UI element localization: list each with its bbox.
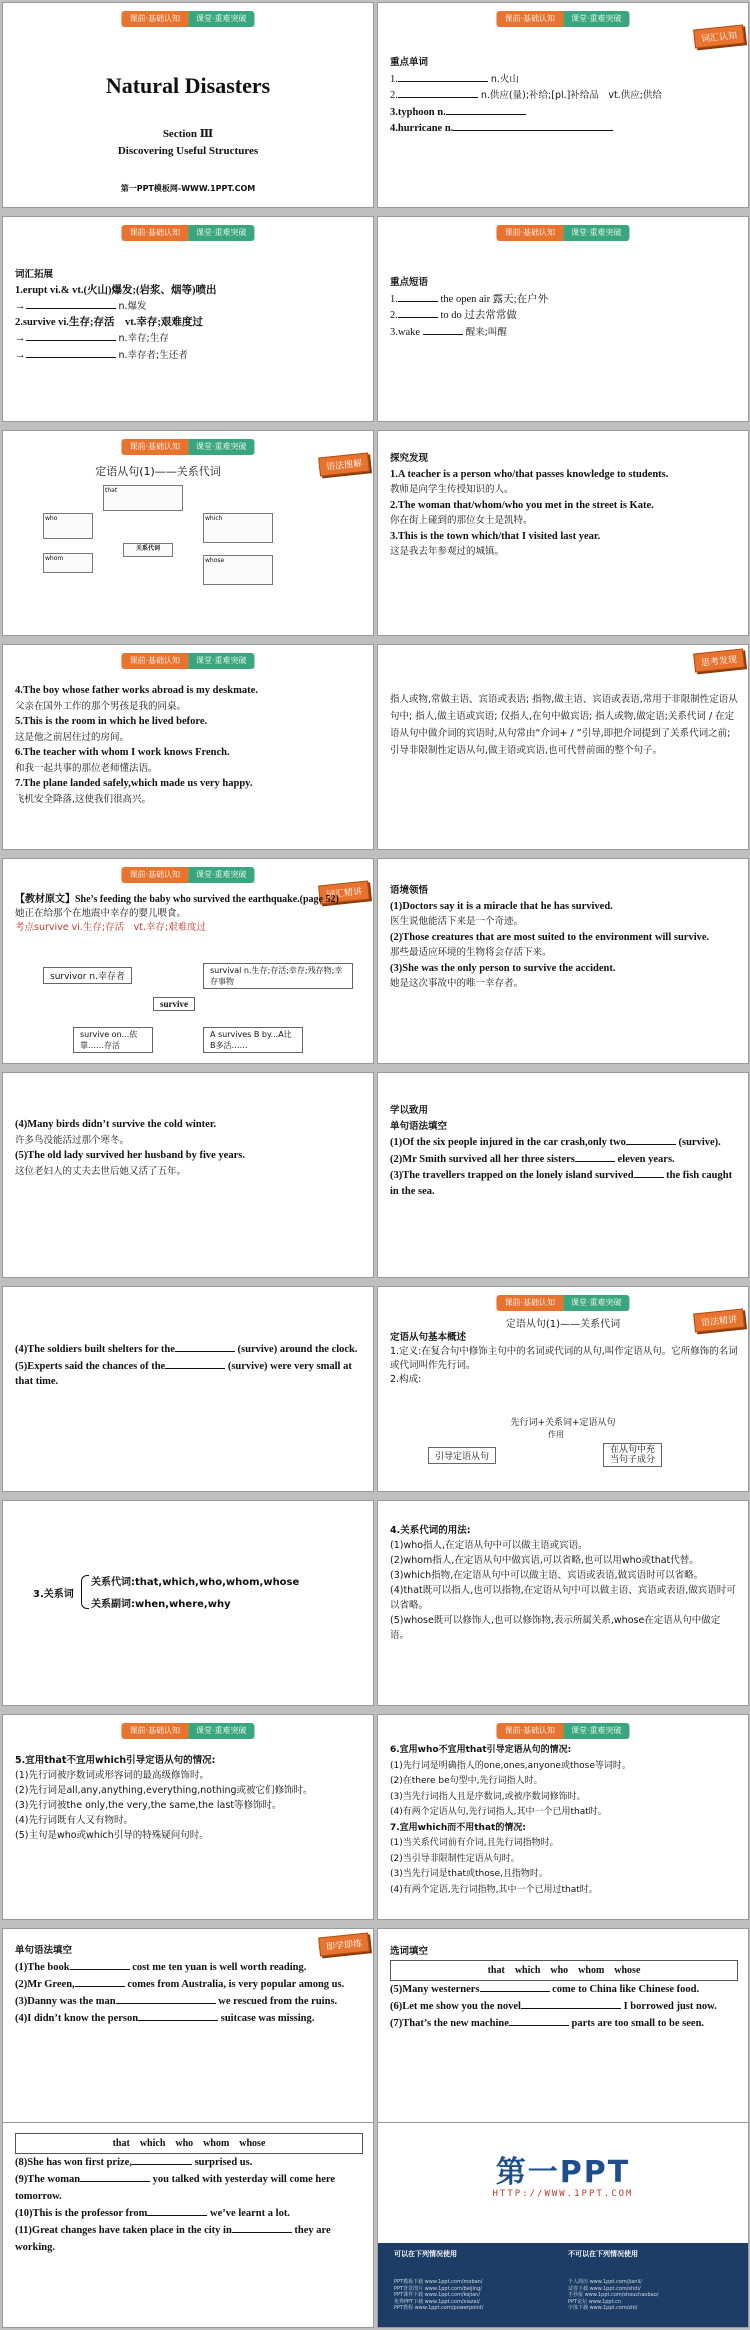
nav-bar — [121, 1723, 254, 1739]
slide-key-words — [377, 2, 749, 208]
nav-in-class[interactable]: 课堂·重难突破 — [563, 1723, 630, 1739]
role-label: 作用 — [548, 1430, 564, 1439]
nav-bar — [121, 11, 254, 27]
answer-blank[interactable] — [626, 1134, 676, 1145]
question: (4)I didn’t know the person suitcase was missing. — [15, 2010, 363, 2027]
slide-title — [2, 2, 374, 208]
line: → n.幸存;生存 — [15, 330, 363, 347]
word-bank: that which who whom whose — [15, 2133, 363, 2154]
heading: 定语从句基本概述 — [390, 1332, 467, 1343]
slide-who-which-rules — [377, 1714, 749, 1920]
heading: 语境领悟 — [390, 885, 429, 896]
promo-links — [378, 2243, 748, 2328]
node-whom: whom — [43, 553, 93, 573]
answer-blank[interactable] — [75, 1976, 125, 1987]
heading: 单句语法填空 — [15, 1945, 73, 1956]
slide-survive — [2, 858, 374, 1064]
heading: 探究发现 — [390, 453, 429, 464]
example-cn: 飞机安全降落,这使我们很高兴。 — [15, 793, 152, 805]
nav-in-class[interactable]: 课堂·重难突破 — [563, 225, 630, 241]
nav-in-class[interactable]: 课堂·重难突破 — [563, 11, 630, 27]
nav-in-class[interactable]: 课堂·重难突破 — [188, 653, 255, 669]
section-subtitle: Discovering Useful Structures — [117, 145, 259, 157]
section-badge: 即学即练 — [318, 1932, 370, 1956]
rule: (2)当引导非限制性定语从句时。 — [390, 1853, 520, 1864]
heading: 词汇拓展 — [15, 269, 54, 280]
section-badge: 词汇精讲 — [318, 880, 370, 904]
answer-blank[interactable] — [138, 2010, 218, 2021]
rule: (4)先行词既有人又有物时。 — [15, 1815, 133, 1826]
slide-practice-2 — [2, 1286, 374, 1492]
rule: (3)当先行词指人且是序数词,或被序数词修饰时。 — [390, 1791, 586, 1802]
slide-examples — [2, 644, 374, 850]
word-bank: that which who whom whose — [390, 1960, 738, 1981]
source-text: 【教材原文】She’s feeding the baby who survived the earthquake.(page 52) — [15, 894, 339, 905]
answer-blank[interactable] — [165, 1358, 225, 1369]
relative-pronouns: 关系代词:that,which,who,whom,whose — [91, 1577, 300, 1588]
formula: 先行词+关系词+定语从句 — [510, 1418, 616, 1428]
box-component: 在从句中充 当句子成分 — [603, 1443, 662, 1467]
line: 1. the open air 露天;在户外 — [390, 291, 738, 308]
slide-promo — [377, 2122, 749, 2328]
answer-blank[interactable] — [175, 1341, 235, 1352]
example-en: (3)She was the only person to survive the accident. — [390, 962, 616, 974]
example-en: 6.The teacher with whom I work knows French. — [15, 747, 230, 758]
line: 4.hurricane n. — [390, 120, 738, 137]
footer-brand: 第一PPT模板网-WWW.1PPT.COM — [120, 184, 256, 193]
subheading: 单句语法填空 — [390, 1120, 448, 1132]
example-cn: 和我一起共事的那位老师懂法语。 — [15, 762, 158, 774]
example-en: (4)Many birds didn’t survive the cold winter. — [15, 1119, 217, 1130]
heading: 5.宜用that不宜用which引导定语从句的情况: — [15, 1755, 216, 1766]
node-whose: whose — [203, 555, 273, 585]
nav-pre-class[interactable]: 课前·基础认知 — [121, 867, 188, 883]
slide-grammar-map — [2, 430, 374, 636]
box-introduce: 引导定语从句 — [428, 1447, 496, 1464]
question: (3)Danny was the man we rescued from the ruins. — [15, 1993, 363, 2010]
summary-text: 指人或物,常做主语、宾语或表语; 指物,做主语、宾语或表语,常用于非限制性定语从句中; 指人,做主语或宾语; 仅指人,在句中做宾语; 指人或物,做定语;关系代词 / 在定语从句中做介词的宾语时,从句常由“介词+ / ”引导,即把介词提到了关系代词之前; 引导非限制性定语从句,做主语或宾语,也可代替前面的整个句子。 — [390, 694, 738, 756]
rule: (1)先行词被序数词或形容词的最高级修饰时。 — [15, 1770, 209, 1781]
node-survive-by: A survives B by...A比B多活…… — [203, 1027, 303, 1053]
section-badge: 思考发现 — [693, 648, 745, 672]
slide-relative-words — [2, 1500, 374, 1706]
definition: 1.定义:在复合句中修饰主句中的名词或代词的从句,叫作定语从句。它所修饰的名词或代词叫作先行词。 — [390, 1346, 738, 1371]
slide-word-expansion — [2, 216, 374, 422]
line: 3.wake 醒来;叫醒 — [390, 324, 738, 341]
example-en: (1)Doctors say it is a miracle that he has survived. — [390, 900, 613, 912]
node-which: which — [203, 513, 273, 543]
answer-blank[interactable] — [480, 1981, 550, 1992]
nav-pre-class[interactable]: 课前·基础认知 — [121, 653, 188, 669]
nav-pre-class[interactable]: 课前·基础认知 — [496, 1295, 563, 1311]
nav-bar — [121, 653, 254, 669]
source-translation: 她正在给那个在地震中幸存的婴儿喂食。 — [15, 908, 187, 919]
slide-exercise-a — [2, 1928, 374, 2134]
rule: (3)先行词被the only,the very,the same,the last等修饰时。 — [15, 1800, 282, 1811]
rule: (4)有两个定语,先行词指物,其中一个已用过that时。 — [390, 1884, 598, 1895]
grammar-title: 定语从句(1)——关系代词 — [505, 1319, 621, 1330]
answer-blank[interactable] — [575, 1151, 615, 1162]
rule: 7.宜用which而不用that的情况: — [390, 1822, 526, 1833]
brand-logo: 第一PPT — [495, 2155, 631, 2190]
rule: (2)先行词是all,any,anything,everything,nothing或被它们修饰时。 — [15, 1785, 313, 1796]
example-cn: 你在街上碰到的那位女士是凯特。 — [390, 515, 533, 526]
question: (5)Many westerners come to China like Chinese food. — [390, 1981, 738, 1998]
slide-exercise-c — [2, 2122, 374, 2328]
section-badge: 语法精讲 — [693, 1308, 745, 1332]
slide-grammar-overview — [377, 1286, 749, 1492]
question: (2)Mr Green, comes from Australia, is very popular among us. — [15, 1976, 363, 1993]
question: (3)The travellers trapped on the lonely island survived the fish caught in the sea. — [390, 1167, 738, 1199]
answer-blank[interactable] — [70, 1959, 130, 1970]
slide-context — [377, 858, 749, 1064]
section-badge: 语法图解 — [318, 452, 370, 476]
question: (1)Of the six people injured in the car crash,only two (survive). — [390, 1134, 738, 1151]
nav-pre-class[interactable]: 课前·基础认知 — [121, 439, 188, 455]
nav-pre-class[interactable]: 课前·基础认知 — [496, 1723, 563, 1739]
line: → n.爆发 — [15, 298, 363, 315]
example-cn: 这是他之前居住过的房间。 — [15, 731, 130, 743]
rule: (5)whose既可以修饰人,也可以修饰物,表示所属关系,whose在定语从句中做定语。 — [390, 1615, 721, 1641]
question: (5)Experts said the chances of the (survive) were very small at that time. — [15, 1358, 363, 1390]
node-survive: survive — [153, 997, 195, 1011]
answer-blank[interactable] — [80, 2171, 150, 2182]
line: 2. n.供应(量);补给;[pl.]补给品 vt.供应;供给 — [390, 87, 738, 104]
rule: (3)当先行词是that或those,且指物时。 — [390, 1869, 548, 1879]
nav-bar — [121, 867, 254, 883]
grammar-title: 定语从句(1)——关系代词 — [95, 465, 221, 478]
node-survival: survival n.生存;存活;幸存;残存物;幸存事物 — [203, 963, 353, 989]
answer-blank[interactable] — [509, 2015, 569, 2026]
heading: 重点短语 — [390, 277, 429, 288]
question: (10)This is the professor from we’ve learnt a lot. — [15, 2205, 363, 2222]
node-center: 关系代词 — [123, 543, 173, 557]
rule: (3)which指物,在定语从句中可以做主语、宾语或表语,做宾语时可以省略。 — [390, 1570, 704, 1581]
line: 1. n.火山 — [390, 71, 738, 88]
question: (1)The book cost me ten yuan is well worth reading. — [15, 1959, 363, 1976]
line: 2. to do 过去常常做 — [390, 307, 738, 324]
slide-explore — [377, 430, 749, 636]
line: 3.typhoon n. — [390, 104, 738, 121]
nav-pre-class[interactable]: 课前·基础认知 — [121, 225, 188, 241]
answer-blank[interactable] — [132, 2154, 192, 2165]
node-that: that — [103, 485, 183, 511]
slide-pronoun-usage — [377, 1500, 749, 1706]
brace — [81, 1575, 89, 1609]
slide-practice — [377, 1072, 749, 1278]
nav-bar — [496, 1295, 629, 1311]
node-who: who — [43, 513, 93, 539]
promo-header — [378, 2123, 748, 2243]
rule: (5)主句是who或which引导的特殊疑问句时。 — [15, 1830, 209, 1841]
example-cn: 父亲在国外工作的那个男孩是我的同桌。 — [15, 700, 187, 712]
links-right[interactable]: 个人简历 www.1ppt.com/jianli/ 试卷下载 www.1ppt.com/shiti/ 手抄报 www.1ppt.com/shouchaobao/ PPT论坛 www.1ppt.cn 字体下载 www.1ppt.com/ziti/ — [568, 2279, 659, 2311]
nav-bar — [496, 11, 629, 27]
example-cn: 医生说他能活下来是一个奇迹。 — [390, 916, 524, 927]
nav-in-class[interactable]: 课堂·重难突破 — [188, 439, 255, 455]
example-en: 4.The boy whose father works abroad is my deskmate. — [15, 685, 258, 696]
question: (7)That’s the new machine parts are too small to be seen. — [390, 2015, 738, 2032]
disallowed-heading: 不可以在下列情况使用 — [568, 2250, 638, 2258]
structure-label: 2.构成: — [390, 1374, 422, 1385]
nav-pre-class[interactable]: 课前·基础认知 — [496, 225, 563, 241]
nav-in-class[interactable]: 课堂·重难突破 — [188, 1723, 255, 1739]
nav-pre-class[interactable]: 课前·基础认知 — [121, 1723, 188, 1739]
slide-that-rules — [2, 1714, 374, 1920]
node-survive-on: survive on...依靠……存活 — [73, 1027, 153, 1053]
rule: (4)that既可以指人,也可以指物,在定语从句中可以做主语、宾语或表语,做宾语时可以省略。 — [390, 1585, 736, 1611]
answer-blank[interactable] — [521, 1998, 621, 2009]
nav-in-class[interactable]: 课堂·重难突破 — [188, 867, 255, 883]
slide-context-2 — [2, 1072, 374, 1278]
question: (6)Let me show you the novel I borrowed just now. — [390, 1998, 738, 2015]
relative-adverbs: 关系副词:when,where,why — [91, 1599, 231, 1610]
question: (8)She has won first prize, surprised us. — [15, 2154, 363, 2171]
question: (2)Mr Smith survived all her three sisters eleven years. — [390, 1151, 738, 1168]
heading: 选词填空 — [390, 1946, 429, 1957]
rule: (1)who指人,在定语从句中可以做主语或宾语。 — [390, 1540, 588, 1551]
rule: (1)当关系代词前有介词,且先行词指物时。 — [390, 1838, 559, 1848]
nav-pre-class[interactable]: 课前·基础认知 — [121, 11, 188, 27]
example-cn: 这位老妇人的丈夫去世后她又活了五年。 — [15, 1165, 187, 1177]
section-badge: 词汇认知 — [693, 24, 745, 48]
nav-pre-class[interactable]: 课前·基础认知 — [496, 11, 563, 27]
example-cn: 这是我去年参观过的城镇。 — [390, 546, 505, 557]
nav-in-class[interactable]: 课堂·重难突破 — [188, 11, 255, 27]
nav-bar — [121, 439, 254, 455]
heading: 重点单词 — [390, 57, 429, 68]
question: (4)The soldiers built shelters for the (survive) around the clock. — [15, 1341, 363, 1358]
rule: (2)whom指人,在定语从句中做宾语,可以省略,也可以用who或that代替。 — [390, 1555, 699, 1566]
line: → n.幸存者;生还者 — [15, 347, 363, 364]
answer-blank[interactable] — [232, 2222, 292, 2233]
example-en: (2)Those creatures that are most suited to the environment will survive. — [390, 931, 710, 943]
mind-map — [33, 483, 283, 623]
rule: (2)在there be句型中,先行词指人时。 — [390, 1776, 543, 1786]
line: 2.survive vi.生存;存活 vt.幸存;艰难度过 — [15, 316, 203, 328]
section-label: Section Ⅲ — [162, 128, 214, 140]
heading: 6.宜用who不宜用that引导定语从句的情况: — [390, 1745, 572, 1755]
nav-in-class[interactable]: 课堂·重难突破 — [563, 1295, 630, 1311]
example-en: 7.The plane landed safely,which made us very happy. — [15, 778, 253, 789]
page-title: Natural Disasters — [105, 73, 271, 98]
example-cn: 她是这次事故中的唯一幸存者。 — [390, 978, 524, 989]
nav-in-class[interactable]: 课堂·重难突破 — [188, 225, 255, 241]
example-cn: 那些最适应环境的生物将会存活下来。 — [390, 947, 552, 958]
brand-url[interactable]: HTTP://WWW.1PPT.COM — [492, 2189, 634, 2199]
links-left[interactable]: PPT模板下载 www.1ppt.com/moban/ PPT背景图片 www.1ppt.com/beijing/ PPT课件下载 www.1ppt.com/kejian/ 优秀PPT下载 www.1ppt.com/xiazai/ PPT教程 www.1ppt.com/powerpoint/ — [394, 2279, 484, 2311]
key-point: 考点survive vi.生存;存活 vt.幸存;艰难度过 — [15, 922, 207, 933]
allowed-heading: 可以在下列情况使用 — [394, 2250, 457, 2258]
example-en: 5.This is the room in which he lived before. — [15, 716, 208, 727]
node-survivor: survivor n.幸存者 — [43, 967, 132, 984]
answer-blank[interactable] — [116, 1993, 216, 2004]
question: (11)Great changes have taken place in the city in they are working. — [15, 2222, 363, 2256]
heading: 学以致用 — [390, 1105, 429, 1116]
example-en: 2.The woman that/whom/who you met in the street is Kate. — [390, 499, 654, 511]
relative-label: 3.关系词 — [33, 1589, 74, 1600]
heading: 4.关系代词的用法: — [390, 1525, 471, 1536]
nav-bar — [121, 225, 254, 241]
slide-summary — [377, 644, 749, 850]
slide-exercise-b — [377, 1928, 749, 2134]
rule: (4)有两个定语从句,先行词指人,其中一个已用that时。 — [390, 1807, 607, 1817]
nav-bar — [496, 1723, 629, 1739]
answer-blank[interactable] — [147, 2205, 207, 2216]
example-cn: 许多鸟没能活过那个寒冬。 — [15, 1134, 130, 1146]
example-cn: 教师是向学生传授知识的人。 — [390, 484, 514, 495]
example-en: 1.A teacher is a person who/that passes knowledge to students. — [390, 468, 669, 480]
question: (9)The woman you talked with yesterday will come here tomorrow. — [15, 2171, 363, 2205]
answer-blank[interactable] — [634, 1167, 664, 1178]
example-en: 3.This is the town which/that I visited last year. — [390, 530, 601, 542]
rule: (1)先行词是明确指人的one,ones,anyone或those等词时。 — [390, 1760, 631, 1771]
nav-bar — [496, 225, 629, 241]
slide-key-phrases — [377, 216, 749, 422]
example-en: (5)The old lady survived her husband by five years. — [15, 1150, 245, 1161]
line: 1.erupt vi.& vt.(火山)爆发;(岩浆、烟等)喷出 — [15, 284, 217, 296]
